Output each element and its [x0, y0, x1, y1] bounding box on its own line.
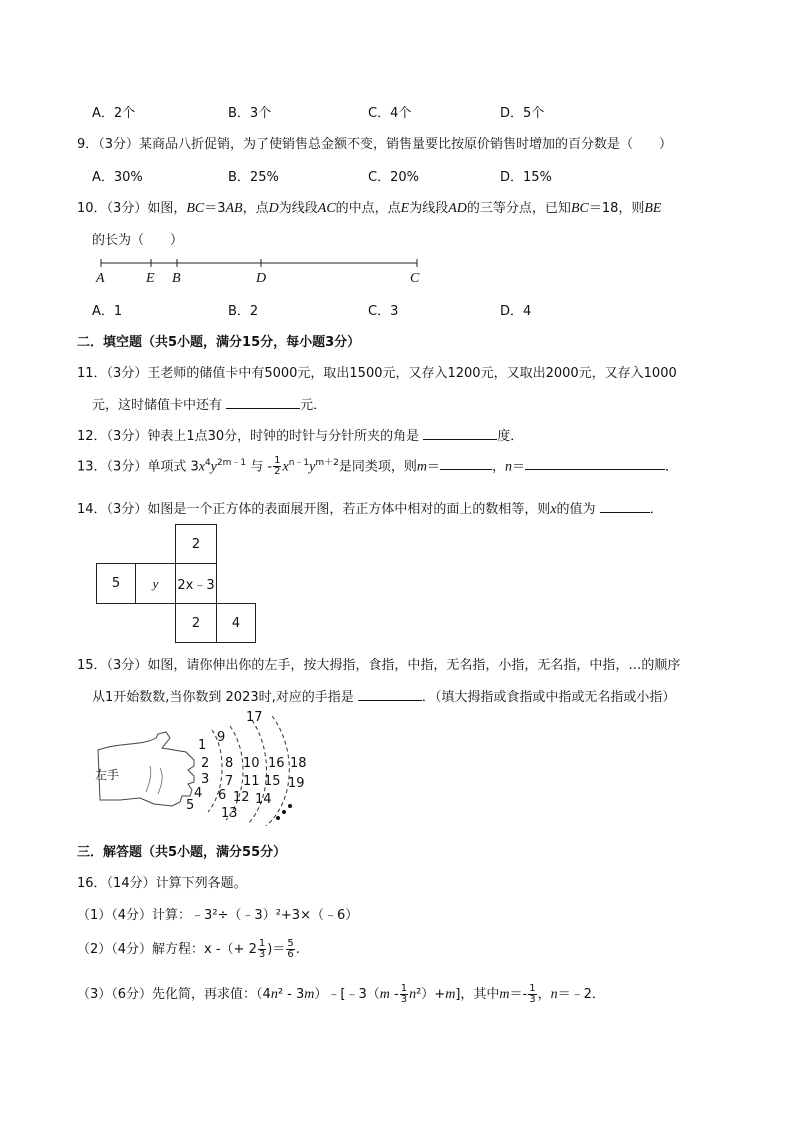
ellipsis-dot-3: [276, 816, 280, 820]
q11-answer-blank[interactable]: [226, 396, 300, 409]
q10-option-b: B．2: [228, 304, 259, 319]
count-12: 12: [233, 790, 250, 805]
hand-crease-2: [158, 768, 162, 794]
count-7: 7: [225, 774, 234, 789]
point-label-a: A: [96, 271, 105, 286]
point-label-e: E: [146, 271, 155, 286]
q9-option-c: C．20%: [368, 170, 419, 185]
count-6: 6: [218, 788, 227, 803]
q14-answer-blank[interactable]: [600, 500, 650, 513]
section-3-heading: 三．解答题（共5小题，满分55分）: [77, 845, 287, 860]
count-15: 15: [264, 774, 281, 789]
ellipsis-dot-2: [282, 810, 286, 814]
q13-stem: 13．（3分）单项式 $3x^4y^{2m﹣1}$ 与 - $\frac{1}{2}$ $x^{n﹣1}y^{m+2}$是同类项，则m＝ ，n＝ ．: [77, 455, 679, 478]
count-18: 18: [290, 756, 307, 771]
count-19: 19: [288, 776, 305, 791]
count-4: 4: [194, 786, 203, 801]
section-2-heading: 二．填空题（共5小题，满分15分，每小题3分）: [77, 335, 361, 350]
q9-option-b: B．25%: [228, 170, 279, 185]
q16-stem: 16．（14分）计算下列各题。: [77, 876, 247, 891]
count-9: 9: [217, 730, 226, 745]
point-label-c: C: [410, 271, 420, 286]
q9-stem: 9．（3分）某商品八折促销，为了使销售总金额不变，销售量要比按原价销售时增加的百分数是（ ）: [77, 137, 673, 152]
q14-stem: 14．（3分）如图是一个正方体的表面展开图，若正方体中相对的面上的数相等，则x的值为 ．: [77, 502, 663, 517]
q10-stem-line2: 的长为（ ）: [92, 233, 184, 248]
count-17: 17: [246, 710, 263, 725]
count-14: 14: [255, 792, 272, 807]
count-11: 11: [243, 774, 260, 789]
q10-option-a: A．1: [92, 304, 123, 319]
q8-option-b: B．3个: [228, 106, 272, 121]
q10-option-c: C．3: [368, 304, 399, 319]
q12-stem: 12．（3分）钟表上1点30分，时钟的时针与分针所夹的角是 度．: [77, 429, 524, 444]
net-face-left: 5: [96, 563, 136, 604]
count-13: 13: [221, 806, 238, 821]
hand-crease: [146, 766, 151, 792]
ellipsis-dot-1: [288, 804, 292, 808]
q15-stem-line2: 从1开始数数,当你数到 2023时,对应的手指是 ．（填大拇指或食指或中指或无名指或小指）: [92, 690, 676, 705]
q15-stem-line1: 15．（3分）如图，请你伸出你的左手，按大拇指，食指，中指，无名指，小指，无名指，中指，…的顺序: [77, 658, 681, 673]
point-label-b: B: [172, 271, 181, 286]
net-face-2x-3: 2x﹣3: [175, 563, 217, 604]
count-3: 3: [201, 772, 210, 787]
arc-4: [266, 716, 289, 826]
net-face-right: 4: [216, 603, 256, 643]
hand-label: 左手: [95, 768, 120, 782]
q13-m-blank[interactable]: [440, 457, 492, 470]
point-label-d: D: [256, 271, 267, 286]
q11-stem-line1: 11．（3分）王老师的储值卡中有5000元，取出1500元，又存入1200元，又取出2000元，又存入1000: [77, 366, 677, 381]
q8-option-c: C．4个: [368, 106, 412, 121]
net-face-top: 2: [175, 524, 217, 564]
count-16: 16: [268, 756, 285, 771]
count-5: 5: [186, 798, 195, 813]
net-face-y: y: [135, 563, 176, 604]
q16-part1: （1）（4分）计算：﹣3²÷（﹣3）²+3×（﹣6）: [77, 908, 359, 923]
q10-option-d: D．4: [500, 304, 532, 319]
q9-option-a: A．30%: [92, 170, 143, 185]
q8-option-a: A．2个: [92, 106, 136, 121]
q9-option-d: D．15%: [500, 170, 552, 185]
q10-stem-line1: 10．（3分）如图，BC＝3AB，点D为线段AC的中点，点E为线段AD的三等分点，已知BC＝18，则BE: [77, 201, 662, 216]
net-face-bottom: 2: [175, 603, 217, 643]
count-10: 10: [243, 756, 260, 771]
count-2: 2: [201, 756, 210, 771]
arc-3: [248, 720, 267, 824]
q11-stem-line2: 元，这时储值卡中还有 元．: [92, 398, 327, 413]
q16-part2: （2）（4分）解方程：x -（+ 2 $\frac{1}{3}$ )＝ $\frac{5}{6}$ .: [77, 938, 300, 960]
q13-n-blank[interactable]: [525, 457, 665, 470]
count-1: 1: [198, 738, 207, 753]
q16-part3: （3）（6分）先化简，再求值：（4n² - 3m）﹣[﹣3（m - $\frac{1}{3}$ n²）+m]，其中m＝- $\frac{1}{3}$ ，n＝﹣2．: [77, 983, 605, 1005]
q8-option-d: D．5个: [500, 106, 545, 121]
q12-answer-blank[interactable]: [423, 427, 497, 440]
q15-answer-blank[interactable]: [358, 688, 422, 701]
count-8: 8: [225, 756, 234, 771]
